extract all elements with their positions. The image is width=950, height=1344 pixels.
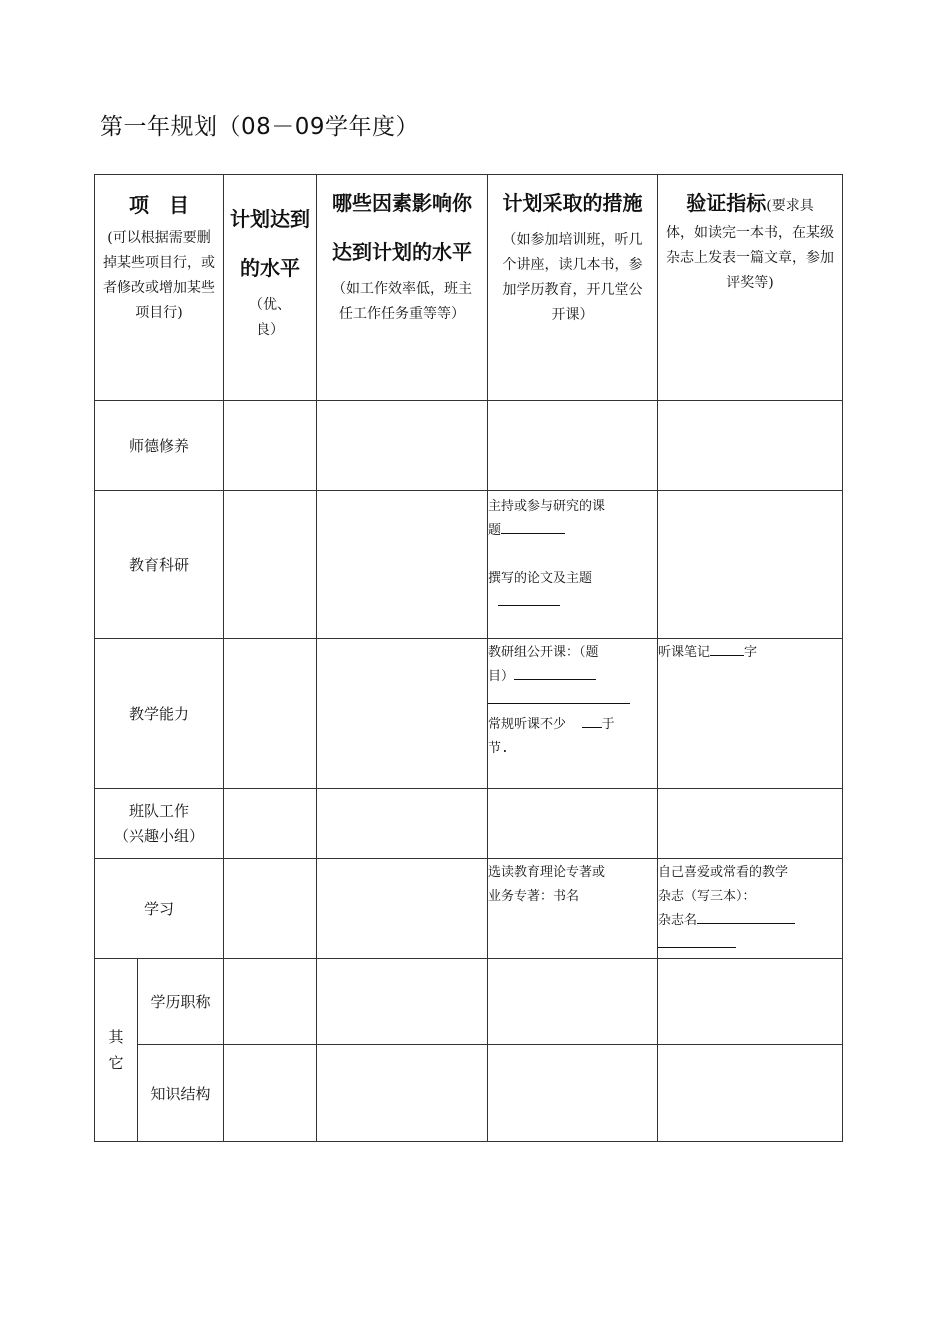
- row-research: [95, 491, 843, 639]
- header-factors-title: 哪些因素影响你达到计划的水平: [332, 191, 472, 264]
- input-cell[interactable]: [658, 1045, 843, 1142]
- verify-text: 自己喜爱或常看的教学: [658, 865, 789, 880]
- row-label: [95, 789, 224, 859]
- header-measures-note: （如参加培训班，听几个讲座，读几本书，参加学历教育，开几堂公开课）: [502, 232, 643, 323]
- fill-blank[interactable]: [697, 909, 795, 924]
- input-cell[interactable]: [488, 401, 658, 491]
- input-cell[interactable]: [224, 491, 317, 639]
- plan-table: [94, 174, 843, 1142]
- row-group-label-line1: 其: [108, 1028, 124, 1046]
- header-verify-note-start: (要求具: [766, 198, 814, 214]
- row-label: 学历职称: [138, 959, 224, 1045]
- verify-text: 字: [744, 645, 758, 660]
- teaching-verify-cell[interactable]: [658, 639, 843, 789]
- row-group-label: [95, 959, 138, 1142]
- fill-blank[interactable]: [501, 519, 565, 534]
- research-measure-cell[interactable]: [488, 491, 658, 639]
- input-cell[interactable]: [317, 959, 488, 1045]
- input-cell[interactable]: [658, 789, 843, 859]
- page-title: 第一年规划（08－09学年度）: [100, 114, 420, 140]
- input-cell[interactable]: [317, 491, 488, 639]
- measure-text: 撰写的论文及主题: [488, 571, 593, 586]
- row-label: 学习: [95, 859, 224, 959]
- fill-blank[interactable]: [514, 665, 596, 680]
- input-cell[interactable]: [488, 959, 658, 1045]
- input-cell[interactable]: [317, 639, 488, 789]
- header-factors-cell: [317, 175, 488, 401]
- measure-text: 业务专著：书名: [488, 889, 580, 904]
- measure-text: 教研组公开课：（题: [488, 645, 599, 660]
- teaching-measure-cell[interactable]: [488, 639, 658, 789]
- header-factors-note: （如工作效率低，班主任工作任务重等等）: [332, 281, 472, 322]
- verify-text: 听课笔记: [658, 645, 711, 660]
- row-other-title: [95, 959, 843, 1045]
- input-cell[interactable]: [488, 1045, 658, 1142]
- input-cell[interactable]: [224, 1045, 317, 1142]
- row-class: [95, 789, 843, 859]
- verify-text: 杂志名: [658, 913, 698, 928]
- header-verify-title: 验证指标: [686, 191, 767, 215]
- row-label: 教育科研: [95, 491, 224, 639]
- header-verify-note: 体，如读完一本书，在某级杂志上发表一篇文章，参加评奖等): [666, 225, 834, 291]
- fill-blank[interactable]: [582, 713, 602, 728]
- study-verify-cell[interactable]: [658, 859, 843, 959]
- row-label: 师德修养: [95, 401, 224, 491]
- row-label-line1: 班队工作: [128, 801, 189, 820]
- row-label: 知识结构: [138, 1045, 224, 1142]
- input-cell[interactable]: [224, 639, 317, 789]
- input-cell[interactable]: [224, 859, 317, 959]
- row-label: 教学能力: [95, 639, 224, 789]
- header-item-cell: [95, 175, 224, 401]
- measure-text: 常规听课不少: [488, 717, 567, 732]
- header-measures-cell: [488, 175, 658, 401]
- measure-text: 节.: [488, 741, 509, 756]
- header-level-note: （优、良）: [249, 297, 291, 338]
- header-measures-title: 计划采取的措施: [502, 191, 643, 215]
- input-cell[interactable]: [224, 401, 317, 491]
- study-measure-cell[interactable]: [488, 859, 658, 959]
- measure-text: 目）: [488, 669, 515, 684]
- row-ethics: [95, 401, 843, 491]
- measure-text: 题: [488, 523, 502, 538]
- header-level-title: 计划达到的水平: [230, 207, 310, 280]
- measure-text: 选读教育理论专著或: [488, 865, 606, 880]
- fill-blank[interactable]: [488, 689, 630, 704]
- input-cell[interactable]: [317, 1045, 488, 1142]
- input-cell[interactable]: [658, 491, 843, 639]
- measure-text: 主持或参与研究的课: [488, 499, 606, 514]
- row-teaching: [95, 639, 843, 789]
- input-cell[interactable]: [317, 859, 488, 959]
- header-level-cell: [224, 175, 317, 401]
- input-cell[interactable]: [488, 789, 658, 859]
- row-other-knowledge: [95, 1045, 843, 1142]
- fill-blank[interactable]: [498, 591, 560, 606]
- verify-text: 杂志（写三本）：: [658, 889, 756, 904]
- input-cell[interactable]: [317, 789, 488, 859]
- row-label-line2: （兴趣小组）: [113, 826, 204, 845]
- input-cell[interactable]: [658, 959, 843, 1045]
- header-verify-cell: [658, 175, 843, 401]
- input-cell[interactable]: [317, 401, 488, 491]
- header-item-title: 项 目: [129, 193, 189, 217]
- row-group-label-line2: 它: [108, 1054, 124, 1072]
- row-study: [95, 859, 843, 959]
- header-row: [95, 175, 843, 401]
- input-cell[interactable]: [658, 401, 843, 491]
- input-cell[interactable]: [224, 959, 317, 1045]
- input-cell[interactable]: [224, 789, 317, 859]
- fill-blank[interactable]: [658, 933, 736, 948]
- fill-blank[interactable]: [710, 641, 744, 656]
- measure-text: 于: [601, 717, 615, 732]
- header-item-note: (可以根据需要删掉某些项目行，或者修改或增加某些项目行): [103, 230, 215, 321]
